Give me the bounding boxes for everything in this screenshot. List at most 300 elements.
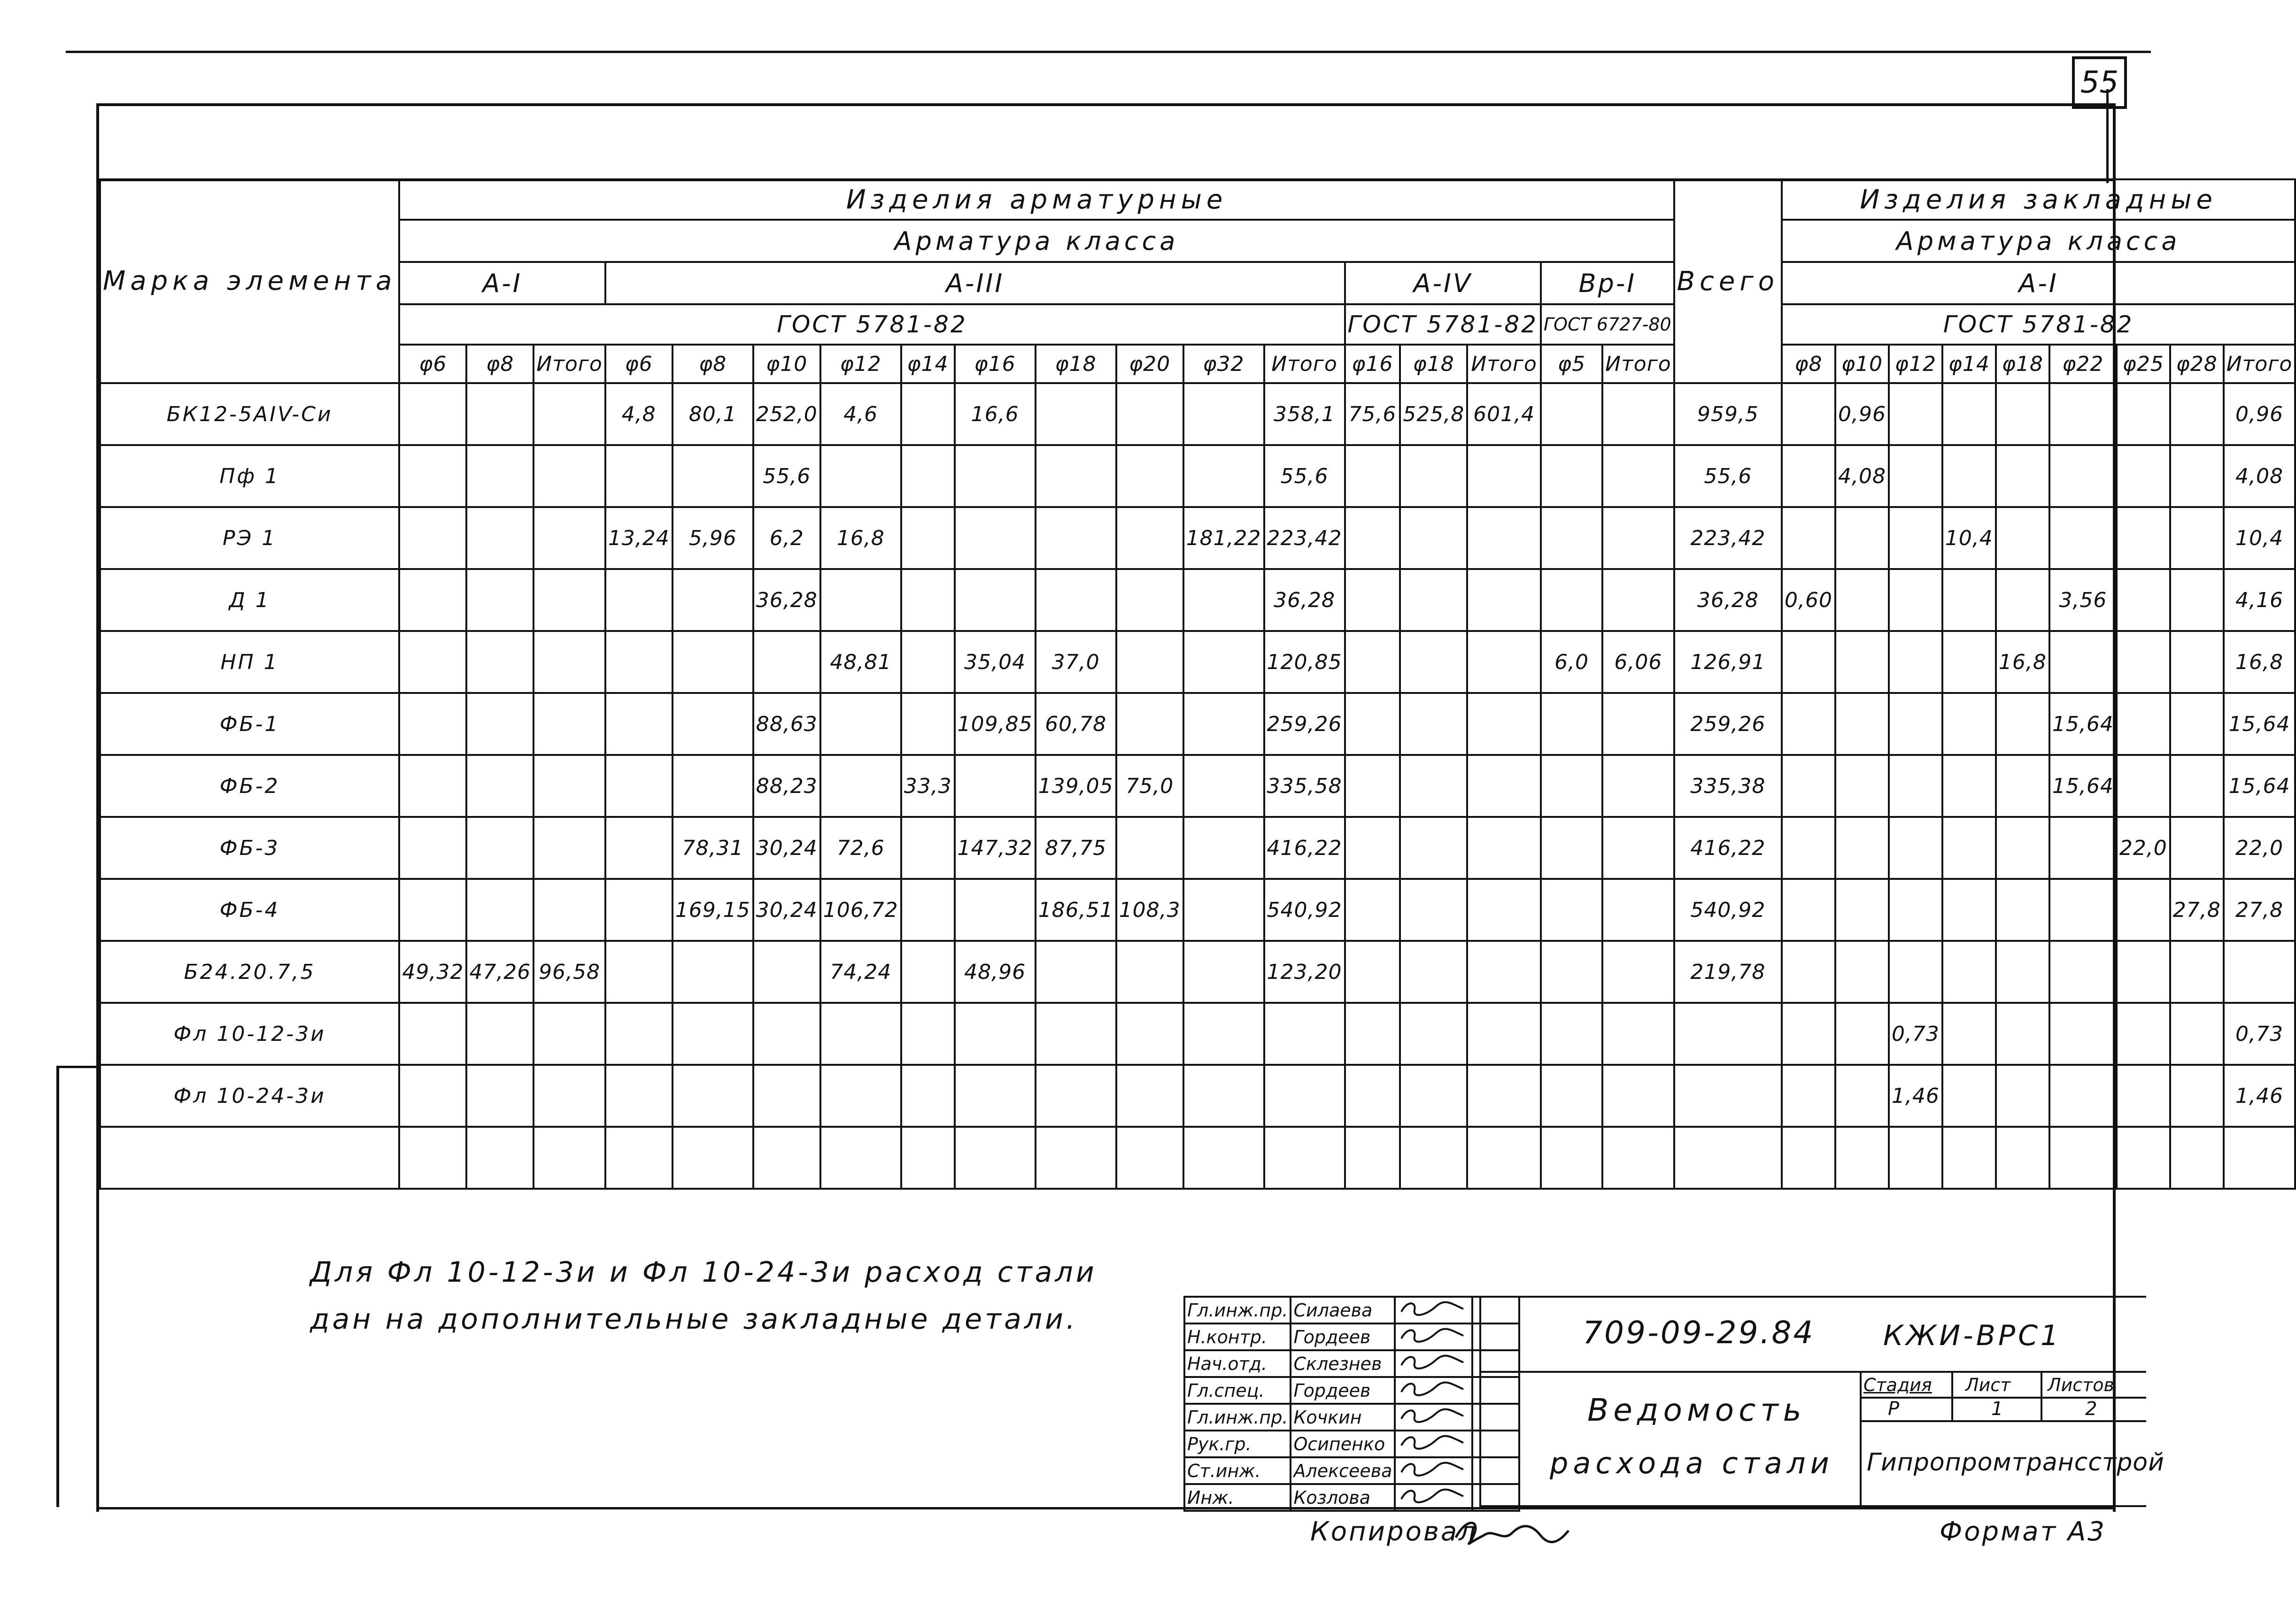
table-cell: 35,04: [955, 631, 1036, 693]
table-cell: [1116, 445, 1183, 507]
element-mark: ФБ-4: [100, 879, 399, 941]
table-cell: 15,64: [2049, 693, 2117, 755]
table-cell: 30,24: [753, 879, 820, 941]
element-mark: БК12-5АIV-Си: [100, 383, 399, 445]
table-cell: [673, 445, 753, 507]
table-cell: [1996, 693, 2049, 755]
table-cell: 87,75: [1036, 817, 1116, 879]
table-cell: 13,24: [605, 507, 673, 569]
table-cell: [2049, 383, 2117, 445]
table-cell: [1541, 445, 1602, 507]
table-cell: [1541, 879, 1602, 941]
table-cell: [1996, 1065, 2049, 1127]
signature-row: [1184, 1457, 1519, 1484]
table-cell: 33,3: [901, 755, 955, 817]
table-cell: [1782, 383, 1835, 445]
title-line-1: Ведомость: [1587, 1392, 1806, 1428]
table-cell: [1942, 1003, 1996, 1065]
table-cell: [1782, 817, 1835, 879]
table-cell: [1782, 693, 1835, 755]
table-cell: [605, 941, 673, 1003]
row-total: 259,26: [1674, 693, 1782, 755]
table-cell: [2049, 879, 2117, 941]
table-cell: [1996, 817, 2049, 879]
element-mark: Б24.20.7,5: [100, 941, 399, 1003]
table-cell: [1541, 1003, 1602, 1065]
row-total: 36,28: [1674, 569, 1782, 631]
signature-icon: [1395, 1323, 1472, 1350]
table-cell: [955, 1127, 1036, 1189]
table-cell: [1467, 1127, 1541, 1189]
column-header: φ8: [673, 345, 753, 383]
table-cell: [2117, 569, 2170, 631]
table-cell: [1835, 879, 1889, 941]
signature-role: Гл.инж.пр.: [1184, 1404, 1291, 1431]
signature-icon: [1395, 1431, 1472, 1457]
table-cell: [1467, 569, 1541, 631]
row-total: 959,5: [1674, 383, 1782, 445]
table-cell: [1602, 817, 1674, 879]
table-cell: [1602, 755, 1674, 817]
table-cell: [533, 569, 605, 631]
table-cell: [1183, 879, 1264, 941]
table-cell: [1345, 631, 1400, 693]
table-cell: [533, 1003, 605, 1065]
table-cell: 186,51: [1036, 879, 1116, 941]
table-cell: [1036, 1065, 1116, 1127]
table-cell: [1889, 941, 1942, 1003]
table-cell: [605, 755, 673, 817]
table-cell: [1942, 693, 1996, 755]
table-cell: [820, 1003, 901, 1065]
column-header: φ10: [753, 345, 820, 383]
column-header: φ16: [955, 345, 1036, 383]
table-cell: [533, 817, 605, 879]
table-cell: [1835, 507, 1889, 569]
table-cell: [1835, 1065, 1889, 1127]
table-cell: [2170, 817, 2224, 879]
table-cell: 36,28: [1264, 569, 1345, 631]
signature-name: Осипенко: [1291, 1431, 1395, 1457]
table-cell: [1541, 941, 1602, 1003]
table-cell: [1942, 817, 1996, 879]
table-cell: [1467, 1065, 1541, 1127]
table-cell: [1345, 1003, 1400, 1065]
table-row: [100, 693, 2295, 755]
table-cell: 540,92: [1264, 879, 1345, 941]
note-text: [310, 1249, 1097, 1343]
table-cell: [1541, 693, 1602, 755]
table-cell: [466, 817, 533, 879]
signature-name: Склезнев: [1291, 1350, 1395, 1377]
table-cell: [466, 445, 533, 507]
margin-rule-2: [56, 1066, 99, 1068]
signature-icon: [1395, 1457, 1472, 1484]
table-cell: 4,08: [2224, 445, 2296, 507]
table-cell: [1782, 941, 1835, 1003]
sheet-value: 1: [1991, 1398, 2003, 1420]
table-cell: 223,42: [1264, 507, 1345, 569]
table-cell: [2117, 693, 2170, 755]
table-cell: 3,56: [2049, 569, 2117, 631]
table-cell: [1467, 693, 1541, 755]
signature-role: Ст.инж.: [1184, 1457, 1291, 1484]
table-cell: [1996, 507, 2049, 569]
organization: Гипропромтрансстрой: [1867, 1448, 2165, 1477]
table-cell: [1835, 693, 1889, 755]
table-cell: [901, 569, 955, 631]
table-cell: [820, 569, 901, 631]
copied-label: Копировал: [1310, 1516, 1477, 1547]
column-header: Итого: [1602, 345, 1674, 383]
table-cell: 601,4: [1467, 383, 1541, 445]
signature-role: Гл.инж.пр.: [1184, 1297, 1291, 1323]
table-cell: [1400, 1003, 1467, 1065]
table-cell: [901, 1065, 955, 1127]
page-number: 55: [2072, 56, 2127, 109]
table-cell: [533, 445, 605, 507]
table-cell: [1541, 507, 1602, 569]
table-cell: [1602, 941, 1674, 1003]
class-a1-header: А-I: [399, 262, 605, 304]
table-cell: 252,0: [753, 383, 820, 445]
signature-icon: [1395, 1484, 1472, 1511]
table-row: [100, 817, 2295, 879]
table-cell: [1345, 1065, 1400, 1127]
table-cell: 0,73: [1889, 1003, 1942, 1065]
table-cell: [466, 879, 533, 941]
table-cell: [1400, 879, 1467, 941]
column-header: φ6: [605, 345, 673, 383]
table-cell: [2049, 445, 2117, 507]
table-cell: 55,6: [753, 445, 820, 507]
table-cell: [2117, 507, 2170, 569]
table-cell: [1782, 879, 1835, 941]
table-cell: 1,46: [1889, 1065, 1942, 1127]
table-cell: [1467, 1003, 1541, 1065]
table-cell: [1345, 693, 1400, 755]
table-cell: [2049, 631, 2117, 693]
table-cell: 80,1: [673, 383, 753, 445]
table-cell: [820, 1127, 901, 1189]
table-cell: [1782, 507, 1835, 569]
table-cell: [1602, 879, 1674, 941]
table-cell: 88,63: [753, 693, 820, 755]
table-cell: [1345, 879, 1400, 941]
element-mark: Д 1: [100, 569, 399, 631]
table-cell: 259,26: [1264, 693, 1345, 755]
copier-signature-icon: [1451, 1514, 1573, 1552]
table-cell: [901, 879, 955, 941]
table-cell: [1036, 1003, 1116, 1065]
signature-role: Рук.гр.: [1184, 1431, 1291, 1457]
table-cell: 106,72: [820, 879, 901, 941]
sheet-label: Лист: [1965, 1375, 2011, 1395]
table-cell: [1183, 755, 1264, 817]
table-cell: [1467, 445, 1541, 507]
signature-role: Н.контр.: [1184, 1323, 1291, 1350]
table-cell: [1602, 569, 1674, 631]
table-cell: [605, 879, 673, 941]
table-cell: 0,73: [2224, 1003, 2296, 1065]
table-cell: [399, 755, 466, 817]
row-total: [1674, 1065, 1782, 1127]
table-cell: [1183, 1003, 1264, 1065]
table-cell: 15,64: [2224, 755, 2296, 817]
table-cell: [1036, 569, 1116, 631]
table-cell: [901, 693, 955, 755]
table-cell: [1264, 1127, 1345, 1189]
table-cell: 10,4: [2224, 507, 2296, 569]
title-block-rule-5: [1951, 1371, 1953, 1420]
table-cell: 139,05: [1036, 755, 1116, 817]
title-block-rule-2: [1860, 1371, 1862, 1507]
column-header: φ32: [1183, 345, 1264, 383]
table-cell: 15,64: [2049, 755, 2117, 817]
column-header: φ22: [2049, 345, 2117, 383]
table-cell: [1541, 569, 1602, 631]
table-cell: 72,6: [820, 817, 901, 879]
table-cell: 0,96: [1835, 383, 1889, 445]
table-cell: [1602, 507, 1674, 569]
table-cell: [1996, 383, 2049, 445]
table-cell: 4,6: [820, 383, 901, 445]
table-cell: [1889, 569, 1942, 631]
table-cell: [1541, 755, 1602, 817]
table-cell: 16,6: [955, 383, 1036, 445]
table-cell: [1467, 879, 1541, 941]
table-cell: [2117, 941, 2170, 1003]
column-header: Итого: [1467, 345, 1541, 383]
table-cell: [1942, 1127, 1996, 1189]
table-cell: [399, 1127, 466, 1189]
column-header: φ6: [399, 345, 466, 383]
element-mark: РЭ 1: [100, 507, 399, 569]
signature-role: Нач.отд.: [1184, 1350, 1291, 1377]
table-cell: [399, 569, 466, 631]
table-cell: 96,58: [533, 941, 605, 1003]
table-cell: [955, 507, 1036, 569]
table-cell: [901, 817, 955, 879]
table-cell: [1400, 755, 1467, 817]
table-cell: [1183, 941, 1264, 1003]
table-cell: [2049, 507, 2117, 569]
table-cell: 181,22: [1183, 507, 1264, 569]
table-cell: [1400, 1127, 1467, 1189]
stage-value: Р: [1888, 1398, 1900, 1420]
table-cell: [2117, 1065, 2170, 1127]
table-cell: 123,20: [1264, 941, 1345, 1003]
column-header: φ16: [1345, 345, 1400, 383]
gost-5781-a4-header: ГОСТ 5781-82: [1345, 304, 1541, 345]
table-cell: [399, 693, 466, 755]
table-cell: [673, 693, 753, 755]
table-cell: [955, 569, 1036, 631]
table-row: [100, 941, 2295, 1003]
table-cell: 30,24: [753, 817, 820, 879]
table-cell: [2170, 383, 2224, 445]
table-cell: [901, 445, 955, 507]
signature-icon: [1395, 1377, 1472, 1404]
table-cell: [1942, 383, 1996, 445]
table-cell: [1889, 631, 1942, 693]
table-cell: [2170, 1003, 2224, 1065]
table-cell: [605, 1127, 673, 1189]
table-cell: [1036, 383, 1116, 445]
table-cell: [1467, 631, 1541, 693]
column-header: Итого: [533, 345, 605, 383]
table-cell: [2117, 1003, 2170, 1065]
row-total: [1674, 1127, 1782, 1189]
table-cell: [673, 941, 753, 1003]
table-cell: [1345, 445, 1400, 507]
signature-role: Инж.: [1184, 1484, 1291, 1511]
table-cell: [1602, 445, 1674, 507]
row-total: 540,92: [1674, 879, 1782, 941]
table-cell: [605, 693, 673, 755]
table-cell: [753, 1065, 820, 1127]
row-total: 126,91: [1674, 631, 1782, 693]
table-cell: [1116, 383, 1183, 445]
signature-role: Гл.спец.: [1184, 1377, 1291, 1404]
table-cell: [1183, 817, 1264, 879]
table-cell: [820, 755, 901, 817]
table-cell: 27,8: [2170, 879, 2224, 941]
table-cell: [820, 693, 901, 755]
table-cell: [1782, 1127, 1835, 1189]
column-header: φ14: [1942, 345, 1996, 383]
table-cell: [2170, 1065, 2224, 1127]
table-cell: [1116, 941, 1183, 1003]
element-mark: [100, 1127, 399, 1189]
table-cell: [1467, 941, 1541, 1003]
table-cell: [1183, 383, 1264, 445]
total-header: Всего: [1674, 179, 1782, 383]
row-total: 55,6: [1674, 445, 1782, 507]
table-cell: 48,96: [955, 941, 1036, 1003]
table-cell: [1116, 693, 1183, 755]
column-header: φ25: [2117, 345, 2170, 383]
table-cell: [1264, 1065, 1345, 1127]
element-mark: НП 1: [100, 631, 399, 693]
table-cell: [1835, 755, 1889, 817]
table-row: [100, 507, 2295, 569]
table-cell: 1,46: [2224, 1065, 2296, 1127]
table-cell: [1036, 941, 1116, 1003]
table-cell: 48,81: [820, 631, 901, 693]
table-cell: [533, 1127, 605, 1189]
table-cell: 75,0: [1116, 755, 1183, 817]
signature-icon: [1395, 1350, 1472, 1377]
table-cell: [1835, 817, 1889, 879]
table-cell: [2224, 941, 2296, 1003]
table-row: [100, 1127, 2295, 1189]
table-cell: [1264, 1003, 1345, 1065]
table-cell: 108,3: [1116, 879, 1183, 941]
table-cell: [2049, 1003, 2117, 1065]
table-cell: [1036, 445, 1116, 507]
class-header: Арматура класса: [399, 220, 1674, 262]
title-line-2: расхода стали: [1550, 1446, 1834, 1480]
table-cell: [901, 1127, 955, 1189]
column-header: φ5: [1541, 345, 1602, 383]
column-header: φ10: [1835, 345, 1889, 383]
table-cell: [2117, 755, 2170, 817]
table-cell: [2170, 693, 2224, 755]
table-cell: [2170, 507, 2224, 569]
table-cell: [1782, 631, 1835, 693]
table-cell: [466, 755, 533, 817]
signature-row: [1184, 1484, 1519, 1511]
table-cell: [2117, 383, 2170, 445]
table-cell: [1345, 941, 1400, 1003]
signature-row: [1184, 1431, 1519, 1457]
table-cell: [605, 1065, 673, 1127]
column-header: φ18: [1400, 345, 1467, 383]
table-cell: [1036, 507, 1116, 569]
set-code: КЖИ-ВРС1: [1883, 1319, 2062, 1352]
table-cell: [955, 755, 1036, 817]
class-a4-header: А-IV: [1345, 262, 1541, 304]
table-cell: [1996, 569, 2049, 631]
table-cell: [1602, 383, 1674, 445]
table-cell: [1942, 445, 1996, 507]
table-cell: 0,96: [2224, 383, 2296, 445]
table-cell: [820, 1065, 901, 1127]
table-cell: [955, 879, 1036, 941]
table-cell: [399, 817, 466, 879]
column-header: φ18: [1036, 345, 1116, 383]
table-cell: [2170, 755, 2224, 817]
table-cell: 5,96: [673, 507, 753, 569]
table-cell: [1116, 569, 1183, 631]
table-cell: [1541, 1127, 1602, 1189]
table-cell: 27,8: [2224, 879, 2296, 941]
table-row: [100, 1003, 2295, 1065]
table-cell: [753, 1003, 820, 1065]
table-row: [100, 1065, 2295, 1127]
table-cell: [1467, 507, 1541, 569]
table-cell: [1889, 445, 1942, 507]
column-header: φ12: [820, 345, 901, 383]
format-label: Формат А3: [1940, 1516, 2106, 1547]
table-cell: [399, 879, 466, 941]
signature-name: Алексеева: [1291, 1457, 1395, 1484]
table-cell: [533, 383, 605, 445]
table-cell: [1345, 507, 1400, 569]
table-cell: [2049, 1065, 2117, 1127]
table-cell: 6,2: [753, 507, 820, 569]
element-mark: Фл 10-12-3и: [100, 1003, 399, 1065]
gost-5781-header: ГОСТ 5781-82: [399, 304, 1345, 345]
table-cell: [1835, 569, 1889, 631]
table-cell: [2170, 941, 2224, 1003]
table-cell: [2170, 569, 2224, 631]
table-cell: [466, 1003, 533, 1065]
table-cell: [1782, 1065, 1835, 1127]
table-cell: [1996, 879, 2049, 941]
table-cell: [399, 1065, 466, 1127]
table-cell: [673, 631, 753, 693]
element-mark: ФБ-3: [100, 817, 399, 879]
table-cell: 75,6: [1345, 383, 1400, 445]
table-cell: 335,58: [1264, 755, 1345, 817]
table-cell: [1782, 755, 1835, 817]
table-cell: [1467, 755, 1541, 817]
table-cell: [1036, 1127, 1116, 1189]
table-cell: [1602, 693, 1674, 755]
gost-6727-header: ГОСТ 6727-80: [1541, 304, 1674, 345]
